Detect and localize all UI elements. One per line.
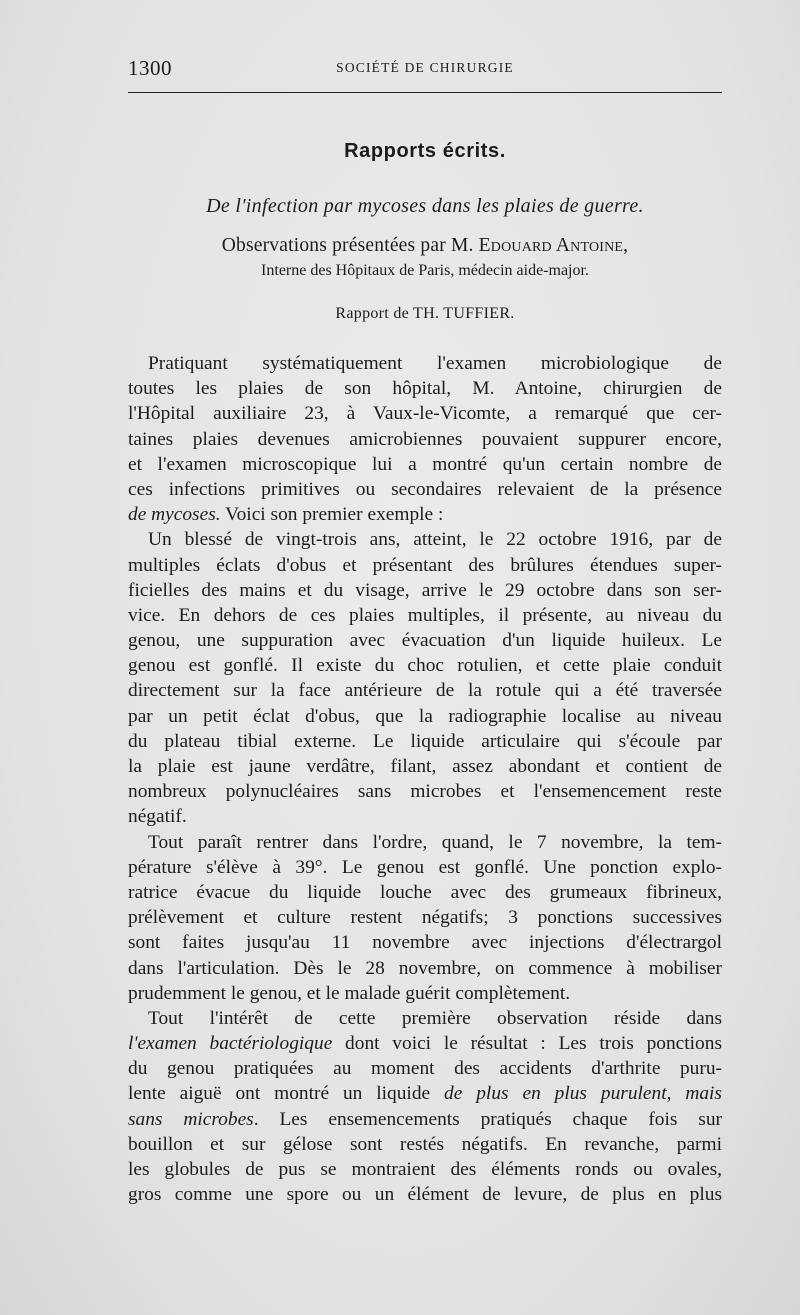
body-line: multiples éclats d'obus et présentant des brûlures étendues super- <box>128 554 722 576</box>
body-line: dans l'articulation. Dès le 28 novembre, on commence à mobiliser <box>128 957 722 979</box>
italic-term: de plus en plus purulent <box>444 1083 667 1105</box>
running-title: SOCIÉTÉ DE CHIRURGIE <box>336 60 514 75</box>
page-number: 1300 <box>128 56 172 80</box>
body-line: les globules de pus se montraient des éléments ronds ou ovales, <box>128 1159 722 1180</box>
body-line: prudemment le genou, et le malade guérit complètement. <box>128 982 571 1004</box>
italic-term: de mycoses. <box>128 504 221 526</box>
body-text-run: Voici son premier exemple : <box>220 504 444 526</box>
body-line <box>128 502 722 527</box>
body-line: toutes les plaies de son hôpital, M. Antoine, chirurgien de <box>128 378 722 400</box>
body-line: l'Hôpital auxiliaire 23, à Vaux-le-Vicomte, a remarqué que cer- <box>128 403 722 425</box>
italic-term: sans microbes <box>128 1108 254 1130</box>
body-line: directement sur la face antérieure de la rotule qui a été traversée <box>128 680 722 702</box>
body-line: négatif. <box>128 806 187 828</box>
body-line: taines plaies devenues amicrobiennes pouvaient suppurer encore, <box>128 428 722 450</box>
body-line: du plateau tibial externe. Le liquide articulaire qui s'écoule par <box>128 730 722 752</box>
header-rule <box>128 92 722 93</box>
body-text-run: dont voici le résultat : Les trois ponctions <box>332 1033 722 1055</box>
body-line: par un petit éclat d'obus, que la radiographie localise au niveau <box>128 705 722 727</box>
author-affiliation: Interne des Hôpitaux de Paris, médecin aide-major. <box>261 262 589 279</box>
body-line: sont faites jusqu'au 11 novembre avec injections d'électrargol <box>128 932 722 954</box>
body-line: ficielles des mains et du visage, arrive le 29 octobre dans son ser- <box>128 579 722 601</box>
article-body <box>128 351 722 1207</box>
running-head <box>128 56 722 84</box>
body-line: Tout paraît rentrer dans l'ordre, quand, le 7 novembre, la tem- <box>148 831 722 853</box>
body-line: et l'examen microscopique lui a montré qu'un certain nombre de <box>128 453 722 475</box>
body-line: nombreux polynucléaires sans microbes et l'ensemencement reste <box>128 781 722 803</box>
body-line: gros comme une spore ou un élément de levure, de plus en plus <box>128 1184 722 1206</box>
body-line: Un blessé de vingt-trois ans, atteint, le 22 octobre 1916, par de <box>148 529 722 551</box>
body-text-run: . Les ensemencements pratiqués chaque fois sur <box>253 1108 722 1130</box>
section-title: Rapports écrits. <box>344 140 506 162</box>
body-line: vice. En dehors de ces plaies multiples, il présente, au niveau du <box>128 604 722 626</box>
body-line: genou, une suppuration avec évacuation d'un liquide huileux. Le <box>128 630 722 652</box>
italic-term: mais <box>685 1083 722 1105</box>
body-text-run: lente aiguë ont montré un liquide <box>128 1083 445 1105</box>
italic-term: l'examen bactériologique <box>128 1033 333 1055</box>
byline-prefix: Observations présentées par M. <box>221 235 479 256</box>
body-line: ratrice évacue du liquide louche avec des grumeaux fibrineux, <box>128 881 722 903</box>
report-by: Rapport de TH. TUFFIER. <box>335 305 515 322</box>
body-line: ces infections primitives ou secondaires relevaient de la présence <box>128 478 722 500</box>
body-line: la plaie est jaune verdâtre, filant, assez abondant et contient de <box>128 756 722 777</box>
body-line: genou est gonflé. Il existe du choc rotulien, et cette plaie conduit <box>128 655 722 677</box>
byline <box>128 235 722 257</box>
body-line <box>128 1107 722 1132</box>
body-line: Pratiquant systématiquement l'examen microbiologique de <box>148 353 722 374</box>
body-line: bouillon et sur gélose sont restés négatifs. En revanche, parmi <box>128 1133 722 1155</box>
body-line <box>128 1081 722 1106</box>
body-line: du genou pratiquées au moment des accidents d'arthrite puru- <box>128 1058 722 1080</box>
body-line <box>128 1031 722 1056</box>
body-line: pérature s'élève à 39°. Le genou est gonflé. Une ponction explo- <box>128 856 722 878</box>
body-text-run: , <box>666 1083 686 1105</box>
article-title: De l'infection par mycoses dans les plaies de guerre. <box>206 195 644 217</box>
body-line: Tout l'intérêt de cette première observation réside dans <box>148 1007 722 1029</box>
author-name: Edouard Antoine, <box>478 235 629 256</box>
body-line: prélèvement et culture restent négatifs; 3 ponctions successives <box>128 907 722 929</box>
